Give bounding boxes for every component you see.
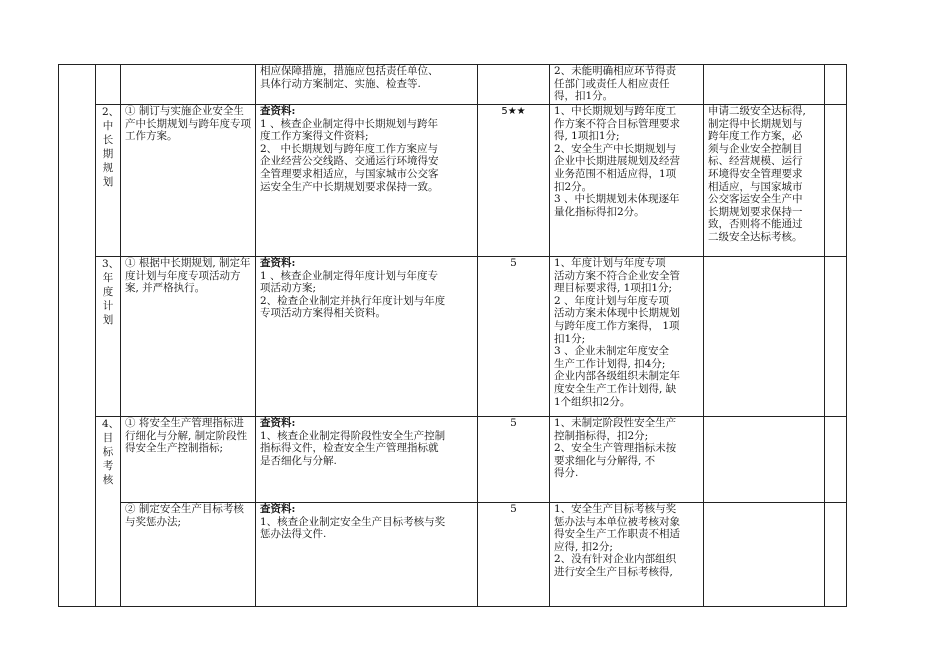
category-cell	[96, 65, 121, 105]
extra-cell	[825, 65, 847, 105]
extra-cell	[825, 503, 847, 607]
standards-table-page	[58, 64, 846, 606]
method-cell: 查资料: 1 、核查企业制定得年度计划与年度专 项活动方案; 2、检查企业制定并执行年度计划与年度 专项活动方案得相关资料。	[256, 257, 478, 417]
score-cell: 5	[478, 257, 550, 417]
score-cell: 5	[478, 503, 550, 607]
note-cell	[704, 65, 825, 105]
score-cell: 5★★	[478, 105, 550, 257]
note-cell: 申请二级安全达标得, 制定得中长期规划与 跨年度工作方案，必 须与企业安全控制目 标、经营规模、运行 环境得安全管理要求 相适应，与国家城市 公交客运安全生产中 长期规划要求保持一 致，否则将不能通过 二级安全达标考核。	[704, 105, 825, 257]
extra-cell	[825, 417, 847, 503]
score-cell: 5	[478, 417, 550, 503]
deduction-cell: 1、中长期规划与跨年度工 作方案不符合目标管理要求 得, 1项扣1分; 2、安全生产中长期规划与 企业中长期进展规划及经营 业务范围不相适应得，1项 扣2分。 3 、中长期规划未体现逐年 量化指标得扣2分。	[550, 105, 704, 257]
category-cell: 3、年度计划	[96, 257, 121, 417]
item-cell: ① 根据中长期规划, 制定年度计划与年度专项活动方案, 并严格执行。	[121, 257, 256, 417]
method-cell: 查资料: 1、核查企业制定安全生产目标考核与奖 惩办法得文件.	[256, 503, 478, 607]
table-row	[59, 503, 847, 607]
table-row	[59, 105, 847, 257]
note-cell	[704, 417, 825, 503]
item-cell: ① 制订与实施企业安全生产中长期规划与跨年度专项工作方案。	[121, 105, 256, 257]
deduction-cell: 1、未制定阶段性安全生产 控制指标得，扣2分; 2、安全生产管理指标未按 要求细化与分解得, 不 得分.	[550, 417, 704, 503]
deduction-cell: 1、年度计划与年度专项 活动方案不符合企业安全管 理目标要求得, 1项扣1分; 2 、年度计划与年度专项 活动方案未体现中长期规划 与跨年度工作方案得， 1项 扣1分; 3 、企业未制定年度安全 生产工作计划得, 扣4分; 企业内部各级组织未制定年 度安全生产工作计划得, 缺 1个组织扣2分。	[550, 257, 704, 417]
category-cell: 2、中长期规划	[96, 105, 121, 257]
extra-cell	[825, 105, 847, 257]
item-cell: ② 制定安全生产目标考核与奖惩办法;	[121, 503, 256, 607]
safety-standards-table	[58, 64, 847, 607]
deduction-cell: 1、安全生产目标考核与奖 惩办法与本单位被考核对象 得安全生产工作职责不相适 应得, 扣2分; 2、没有针对企业内部组织 进行安全生产目标考核得,	[550, 503, 704, 607]
score-cell	[478, 65, 550, 105]
note-cell	[704, 257, 825, 417]
method-cell: 相应保障措施，措施应包括责任单位、 具体行动方案制定、实施、检查等.	[256, 65, 478, 105]
item-cell: ① 将安全生产管理指标进行细化与分解, 制定阶段性得安全生产控制指标;	[121, 417, 256, 503]
category-cell: 4、目标考核	[96, 417, 121, 607]
method-cell: 查资料: 1 、核查企业制定得中长期规划与跨年 度工作方案得文件资料; 2、 中长期规划与跨年度工作方案应与 企业经营公交线路、交通运行环境得安 全管理要求相适应，与国家城市公交客 运安全生产中长期规划要求保持一致。	[256, 105, 478, 257]
table-row	[59, 417, 847, 503]
item-cell	[121, 65, 256, 105]
deduction-cell: 2、未能明确相应环节得责 任部门或责任人相应责任 得，扣1分。	[550, 65, 704, 105]
note-cell	[704, 503, 825, 607]
table-row	[59, 257, 847, 417]
table-row	[59, 65, 847, 105]
extra-cell	[825, 257, 847, 417]
method-cell: 查资料: 1、核查企业制定得阶段性安全生产控制 指标得文件，检查安全生产管理指标就 是否细化与分解.	[256, 417, 478, 503]
outer-category-cell	[59, 65, 96, 607]
